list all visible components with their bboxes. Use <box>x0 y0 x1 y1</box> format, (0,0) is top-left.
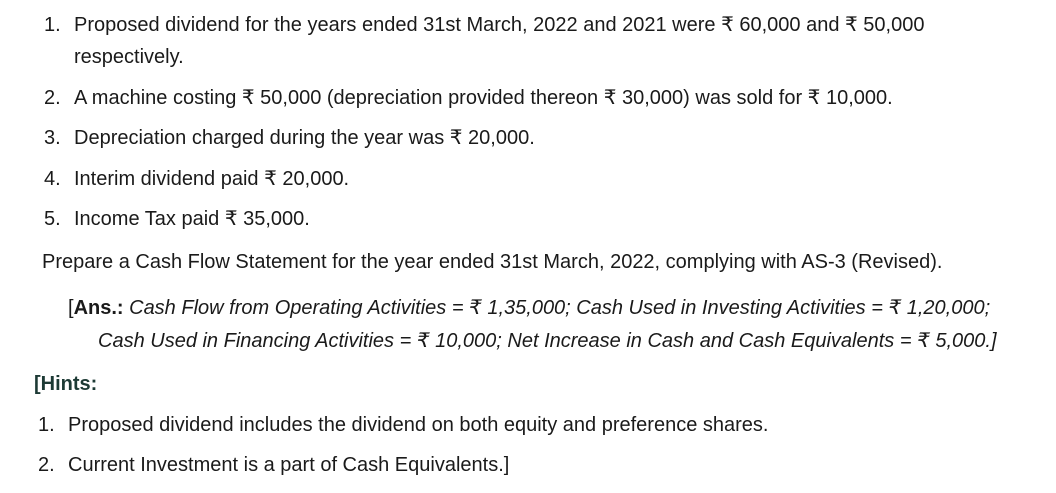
hint-number: 2. <box>38 454 55 476</box>
hint-item <box>38 413 768 437</box>
list-number: 4. <box>44 168 61 190</box>
answer-bracket: [ <box>68 297 74 319</box>
list-number: 1. <box>44 14 61 36</box>
list-item <box>44 86 893 110</box>
answer-line <box>68 296 990 320</box>
hint-item <box>38 453 509 477</box>
list-text: respectively. <box>74 46 184 68</box>
hint-number: 1. <box>38 414 55 436</box>
answer-text: Cash Used in Financing Activities = ₹ 10,000; Net Increase in Cash and Cash Equivalents = ₹ 5,000.] <box>98 330 997 352</box>
list-text: A machine costing ₹ 50,000 (depreciation provided thereon ₹ 30,000) was sold for ₹ 10,000. <box>74 87 893 109</box>
answer-text: Cash Flow from Operating Activities = ₹ 1,35,000; Cash Used in Investing Activities = ₹ 1,20,000; <box>123 297 991 319</box>
instruction-text: Prepare a Cash Flow Statement for the year ended 31st March, 2022, complying with AS-3 (Revised). <box>42 251 943 273</box>
answer-line <box>98 329 997 353</box>
answer-label: Ans.: <box>73 297 124 319</box>
list-number: 2. <box>44 87 61 109</box>
list-item <box>44 167 349 191</box>
list-number: 5. <box>44 208 61 230</box>
list-item <box>44 126 535 150</box>
list-text: Interim dividend paid ₹ 20,000. <box>74 168 350 190</box>
list-number: 3. <box>44 127 61 149</box>
list-text: Income Tax paid ₹ 35,000. <box>74 208 310 230</box>
list-item-continuation <box>74 45 184 69</box>
list-item <box>44 207 310 231</box>
list-text: Depreciation charged during the year was ₹ 20,000. <box>74 127 535 149</box>
hints-title: [Hints: <box>34 373 98 395</box>
list-text: Proposed dividend for the years ended 31st March, 2022 and 2021 were ₹ 60,000 and ₹ 50,000 <box>74 14 925 36</box>
hint-text: Current Investment is a part of Cash Equivalents.] <box>68 454 510 476</box>
list-item <box>44 13 924 37</box>
hint-text: Proposed dividend includes the dividend on both equity and preference shares. <box>68 414 769 436</box>
